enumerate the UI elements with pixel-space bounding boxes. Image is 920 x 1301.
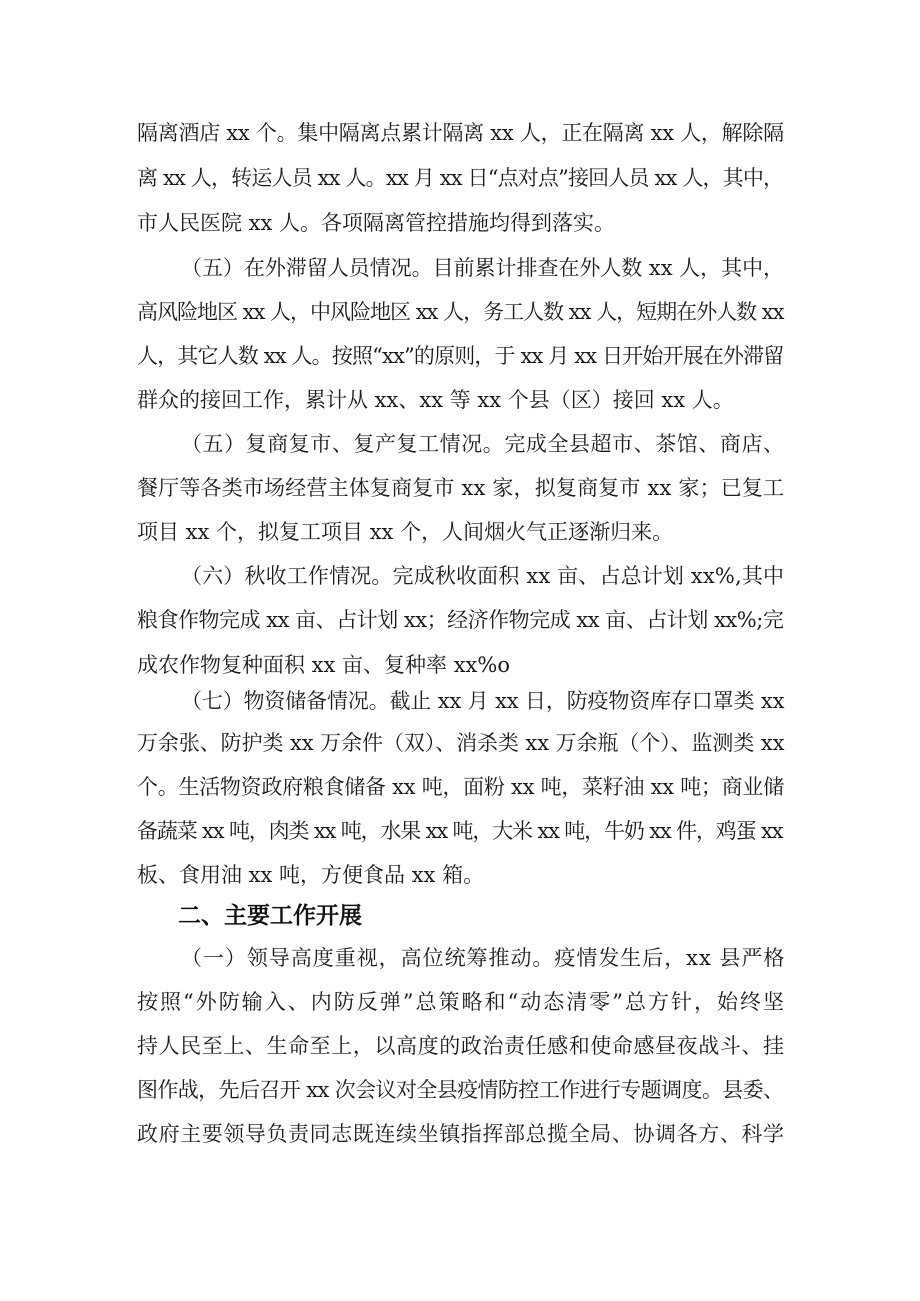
line-text: 高风险地区 xx 人，中风险地区 xx 人，务工人数 xx 人，短期在外人数 xx	[137, 300, 784, 324]
paragraph-line	[0, 645, 920, 685]
line-text: 图作战，先后召开 xx 次会议对全县疫情防控工作进行专题调度。县委、	[137, 1078, 784, 1102]
line-text: 市人民医院 xx 人。各项隔离管控措施均得到落实。	[137, 211, 616, 235]
line-text: （七）物资储备情况。截止 xx 月 xx 日，防疫物资库存口罩类 xx	[181, 689, 785, 713]
line-text: （六）秋收工作情况。完成秋收面积 xx 亩、占总计划 xx%,其中	[181, 564, 785, 588]
line-text: 成农作物复种面积 xx 亩、复种率 xx%o	[137, 653, 510, 677]
paragraph-line	[0, 248, 920, 288]
section-heading: 二、主要工作开展	[178, 903, 362, 929]
paragraph-line	[0, 158, 920, 198]
paragraph-line	[0, 424, 920, 464]
line-text: 万余张、防护类 xx 万余件（双）、消杀类 xx 万余瓶（个）、监测类 xx	[137, 731, 785, 755]
paragraph-line	[0, 723, 920, 763]
paragraph-line	[0, 855, 920, 895]
line-text: 群众的接回工作，累计从 xx、xx 等 xx 个县（区）接回 xx 人。	[137, 388, 734, 412]
line-text: （一）领导高度重视，高位统筹推动。疫情发生后，xx 县严格	[181, 946, 786, 970]
paragraph-line	[0, 203, 920, 243]
paragraph-line	[0, 1026, 920, 1066]
line-text: 备蔬菜 xx 吨，肉类 xx 吨，水果 xx 吨，大米 xx 吨，牛奶 xx 件，鸡蛋 xx	[137, 819, 783, 843]
paragraph-line	[0, 938, 920, 978]
line-text: 粮食作物完成 xx 亩、占计划 xx；经济作物完成 xx 亩、占计划 xx%;完	[137, 608, 784, 632]
paragraph-line	[0, 600, 920, 640]
paragraph-line	[0, 681, 920, 721]
line-text: 人，其它人数 xx 人。按照“xx”的原则，于 xx 月 xx 日开始开展在外滞留	[137, 344, 784, 368]
paragraph-line	[0, 767, 920, 807]
line-text: 持人民至上、生命至上，以高度的政治责任感和使命感昼夜战斗、挂	[137, 1034, 785, 1058]
line-text: 餐厅等各类市场经营主体复商复市 xx 家，拟复商复市 xx 家；已复工	[137, 476, 785, 500]
paragraph-line	[0, 380, 920, 420]
line-text: 个。生活物资政府粮食储备 xx 吨，面粉 xx 吨，菜籽油 xx 吨；商业储	[137, 775, 784, 799]
paragraph-line	[0, 512, 920, 552]
paragraph-line	[0, 336, 920, 376]
line-text: 离 xx 人，转运人员 xx 人。xx 月 xx 日“点对点”接回人员 xx 人，其中，	[137, 166, 784, 190]
paragraph-line	[0, 113, 920, 153]
paragraph-line	[0, 556, 920, 596]
paragraph-line	[0, 1070, 920, 1110]
paragraph-line	[0, 811, 920, 851]
line-text: 板、食用油 xx 吨，方便食品 xx 箱。	[137, 863, 485, 887]
line-text: （五）复商复市、复产复工情况。完成全县超市、茶馆、商店、	[181, 432, 785, 456]
line-text: 隔离酒店 xx 个。集中隔离点累计隔离 xx 人，正在隔离 xx 人，解除隔	[137, 121, 784, 145]
line-text: 按照“外防输入、内防反弹”总策略和“动态清零”总方针，始终坚	[137, 990, 786, 1014]
paragraph-line	[0, 1114, 920, 1154]
line-text: （五）在外滞留人员情况。目前累计排查在外人数 xx 人，其中，	[181, 256, 785, 280]
paragraph-line	[0, 292, 920, 332]
paragraph-line	[0, 468, 920, 508]
line-text: 政府主要领导负责同志既连续坐镇指挥部总揽全局、协调各方、科学	[137, 1122, 785, 1146]
paragraph-line	[0, 982, 920, 1022]
line-text: 项目 xx 个，拟复工项目 xx 个，人间烟火气正逐渐归来。	[137, 520, 674, 544]
